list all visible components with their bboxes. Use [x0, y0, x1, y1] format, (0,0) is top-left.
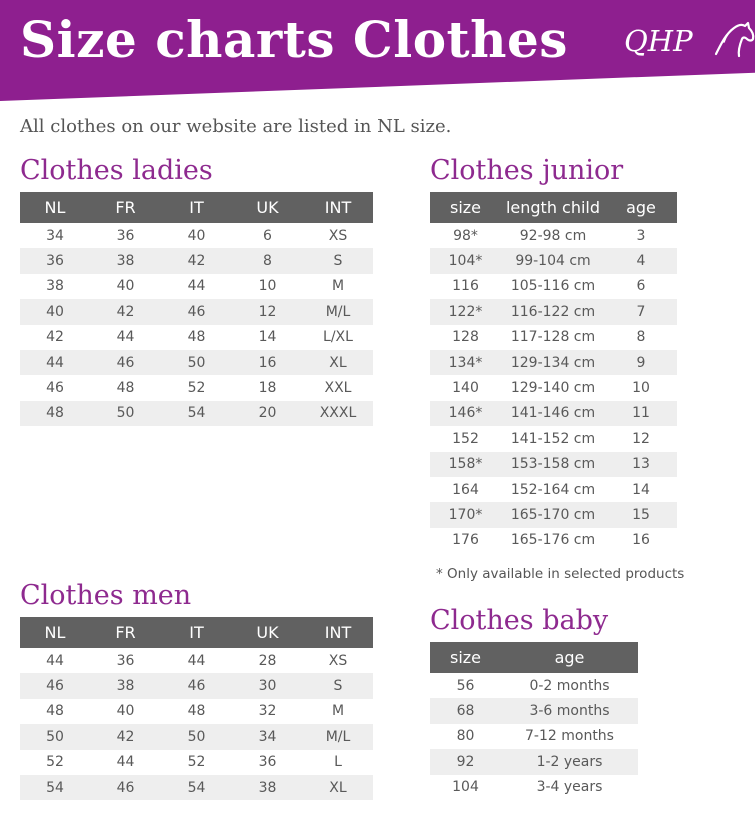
- table-cell: 40: [116, 703, 135, 720]
- table-header-row: [20, 617, 373, 648]
- table-row: [430, 673, 638, 698]
- table-cell: 116-122 cm: [501, 299, 605, 324]
- table-cell: M/L: [303, 724, 373, 749]
- table-row: [430, 775, 638, 800]
- table-cell: 38: [90, 248, 161, 273]
- table-cell: 40: [187, 227, 206, 244]
- baby-title: Clothes baby: [430, 605, 609, 636]
- page-title: Size charts Clothes: [20, 10, 568, 69]
- table-cell: 10: [258, 278, 277, 295]
- table-cell: 7-12 months: [525, 728, 614, 745]
- table-cell: 34: [46, 227, 64, 244]
- table-cell: 165-176 cm: [510, 532, 596, 549]
- table-cell: 105-116 cm: [510, 278, 596, 295]
- table-cell: 14: [632, 481, 650, 498]
- table-row: [430, 350, 677, 375]
- table-cell: 3: [636, 227, 646, 244]
- table-cell: 16: [232, 350, 303, 375]
- table-cell: 4: [605, 248, 677, 273]
- table-cell: 28: [258, 652, 277, 669]
- table-cell: 122*: [430, 299, 501, 324]
- table-header-row: [20, 192, 373, 223]
- table-cell: XL: [303, 350, 373, 375]
- table-cell: 8: [232, 248, 303, 273]
- table-cell: XS: [328, 227, 348, 244]
- table-cell: 12: [632, 430, 650, 447]
- table-row: [430, 248, 677, 273]
- table-cell: 0-2 months: [529, 677, 610, 694]
- table-cell: 6: [636, 278, 646, 295]
- table-cell: 30: [232, 673, 303, 698]
- table-cell: L: [334, 754, 342, 771]
- table-cell: XS: [328, 652, 348, 669]
- table-row: [20, 350, 373, 375]
- table-cell: 18: [258, 380, 277, 397]
- table-row: [430, 426, 677, 451]
- intro-text: All clothes on our website are listed in NL size.: [20, 116, 452, 137]
- table-cell: 176: [452, 532, 479, 549]
- table-cell: 3-6 months: [501, 698, 638, 723]
- table-row: [430, 502, 677, 527]
- table-cell: 8: [636, 329, 646, 346]
- table-cell: 48: [187, 329, 206, 346]
- table-cell: S: [303, 248, 373, 273]
- column-header: size: [430, 192, 501, 223]
- column-header: size: [430, 642, 501, 673]
- table-cell: 50: [90, 401, 161, 426]
- table-cell: L/XL: [323, 329, 353, 346]
- table-row: [20, 223, 373, 248]
- table-cell: 10: [632, 380, 650, 397]
- table-cell: 20: [232, 401, 303, 426]
- table-row: [20, 299, 373, 324]
- table-cell: M/L: [303, 299, 373, 324]
- column-header: IT: [161, 192, 232, 223]
- table-cell: S: [303, 673, 373, 698]
- table-cell: 12: [232, 299, 303, 324]
- table-cell: 7: [605, 299, 677, 324]
- table-cell: 15: [605, 502, 677, 527]
- table-cell: 48: [116, 380, 135, 397]
- table-cell: 56: [456, 677, 475, 694]
- table-row: [430, 325, 677, 350]
- table-row: [20, 248, 373, 273]
- table-cell: 40: [116, 278, 135, 295]
- table-row: [430, 274, 677, 299]
- table-cell: 54: [161, 401, 232, 426]
- table-header-row: [430, 642, 638, 673]
- brand-logo: [624, 24, 693, 58]
- table-cell: 40: [20, 299, 90, 324]
- table-cell: 14: [258, 329, 277, 346]
- table-cell: 117-128 cm: [510, 329, 596, 346]
- table-cell: 44: [116, 329, 135, 346]
- table-cell: 165-170 cm: [501, 502, 605, 527]
- table-cell: 32: [258, 703, 277, 720]
- table-row: [430, 477, 677, 502]
- baby-size-table: [430, 642, 638, 800]
- table-cell: 42: [161, 248, 232, 273]
- table-cell: 141-146 cm: [501, 401, 605, 426]
- table-cell: 48: [187, 703, 206, 720]
- ladies-size-table: [20, 192, 373, 426]
- table-cell: 68: [430, 698, 501, 723]
- table-cell: 98*: [453, 227, 478, 244]
- table-cell: 13: [605, 452, 677, 477]
- table-cell: 54: [161, 775, 232, 800]
- column-header: UK: [232, 617, 303, 648]
- table-cell: 16: [632, 532, 650, 549]
- brand-logo-text: QHP: [624, 24, 693, 58]
- table-cell: 104: [452, 779, 479, 796]
- table-row: [20, 274, 373, 299]
- column-header: UK: [232, 192, 303, 223]
- column-header: FR: [90, 617, 161, 648]
- table-cell: 9: [605, 350, 677, 375]
- table-cell: 92-98 cm: [519, 227, 587, 244]
- table-cell: XL: [303, 775, 373, 800]
- table-cell: 129-134 cm: [501, 350, 605, 375]
- table-cell: 146*: [430, 401, 501, 426]
- ladies-title: Clothes ladies: [20, 155, 213, 186]
- table-cell: 54: [20, 775, 90, 800]
- table-cell: 50: [20, 724, 90, 749]
- column-header: INT: [303, 617, 373, 648]
- table-cell: 52: [187, 754, 206, 771]
- column-header: FR: [90, 192, 161, 223]
- table-cell: 134*: [430, 350, 501, 375]
- table-cell: 152-164 cm: [510, 481, 596, 498]
- column-header: length child: [501, 192, 605, 223]
- table-cell: 34: [232, 724, 303, 749]
- table-cell: 52: [187, 380, 206, 397]
- table-row: [20, 648, 373, 673]
- men-title: Clothes men: [20, 580, 192, 611]
- table-cell: 140: [452, 380, 479, 397]
- table-cell: 48: [46, 703, 64, 720]
- column-header: IT: [161, 617, 232, 648]
- table-cell: 164: [452, 481, 479, 498]
- table-cell: 48: [20, 401, 90, 426]
- table-cell: 99-104 cm: [501, 248, 605, 273]
- table-header-row: [430, 192, 677, 223]
- table-cell: 46: [90, 350, 161, 375]
- table-cell: 42: [90, 299, 161, 324]
- table-cell: 116: [452, 278, 479, 295]
- table-cell: 44: [187, 652, 206, 669]
- table-cell: 44: [20, 350, 90, 375]
- table-row: [20, 325, 373, 350]
- table-row: [20, 699, 373, 724]
- column-header: INT: [303, 192, 373, 223]
- table-row: [430, 401, 677, 426]
- table-cell: 46: [20, 673, 90, 698]
- table-cell: 36: [116, 652, 135, 669]
- column-header: NL: [20, 617, 90, 648]
- table-row: [430, 749, 638, 774]
- table-cell: 44: [187, 278, 206, 295]
- table-cell: 104*: [430, 248, 501, 273]
- table-cell: M: [331, 703, 345, 720]
- table-row: [430, 299, 677, 324]
- table-cell: 38: [46, 278, 64, 295]
- table-row: [430, 528, 677, 553]
- table-cell: 38: [232, 775, 303, 800]
- table-row: [430, 724, 638, 749]
- table-cell: XXXL: [303, 401, 373, 426]
- table-cell: 129-140 cm: [510, 380, 596, 397]
- table-cell: 50: [161, 724, 232, 749]
- column-header: NL: [20, 192, 90, 223]
- table-cell: 46: [46, 380, 64, 397]
- table-row: [20, 724, 373, 749]
- table-cell: 44: [116, 754, 135, 771]
- table-row: [20, 750, 373, 775]
- table-row: [430, 452, 677, 477]
- table-cell: 46: [161, 299, 232, 324]
- table-cell: 80: [456, 728, 475, 745]
- table-cell: 36: [258, 754, 277, 771]
- table-cell: 46: [90, 775, 161, 800]
- table-cell: 158*: [430, 452, 501, 477]
- junior-title: Clothes junior: [430, 155, 624, 186]
- table-cell: 36: [116, 227, 135, 244]
- table-cell: 44: [46, 652, 64, 669]
- men-size-table: [20, 617, 373, 800]
- table-cell: 3-4 years: [536, 779, 603, 796]
- table-cell: 42: [46, 329, 64, 346]
- table-cell: 46: [161, 673, 232, 698]
- table-row: [430, 223, 677, 248]
- table-cell: 92: [430, 749, 501, 774]
- table-cell: 153-158 cm: [501, 452, 605, 477]
- table-cell: 141-152 cm: [510, 430, 596, 447]
- table-cell: 6: [263, 227, 272, 244]
- table-row: [20, 401, 373, 426]
- table-cell: XXL: [324, 380, 352, 397]
- junior-size-table: [430, 192, 677, 553]
- table-row: [20, 375, 373, 400]
- horse-head-icon: [712, 20, 755, 60]
- table-cell: 1-2 years: [501, 749, 638, 774]
- table-cell: 11: [605, 401, 677, 426]
- table-cell: M: [331, 278, 345, 295]
- table-cell: 128: [452, 329, 479, 346]
- table-cell: 50: [161, 350, 232, 375]
- table-row: [20, 673, 373, 698]
- column-header: age: [501, 642, 638, 673]
- table-row: [430, 375, 677, 400]
- table-cell: 36: [20, 248, 90, 273]
- table-cell: 152: [452, 430, 479, 447]
- table-cell: 52: [46, 754, 64, 771]
- table-row: [430, 698, 638, 723]
- availability-footnote: * Only available in selected products: [436, 566, 685, 582]
- table-cell: 42: [90, 724, 161, 749]
- table-cell: 38: [90, 673, 161, 698]
- table-row: [20, 775, 373, 800]
- column-header: age: [605, 192, 677, 223]
- table-cell: 170*: [430, 502, 501, 527]
